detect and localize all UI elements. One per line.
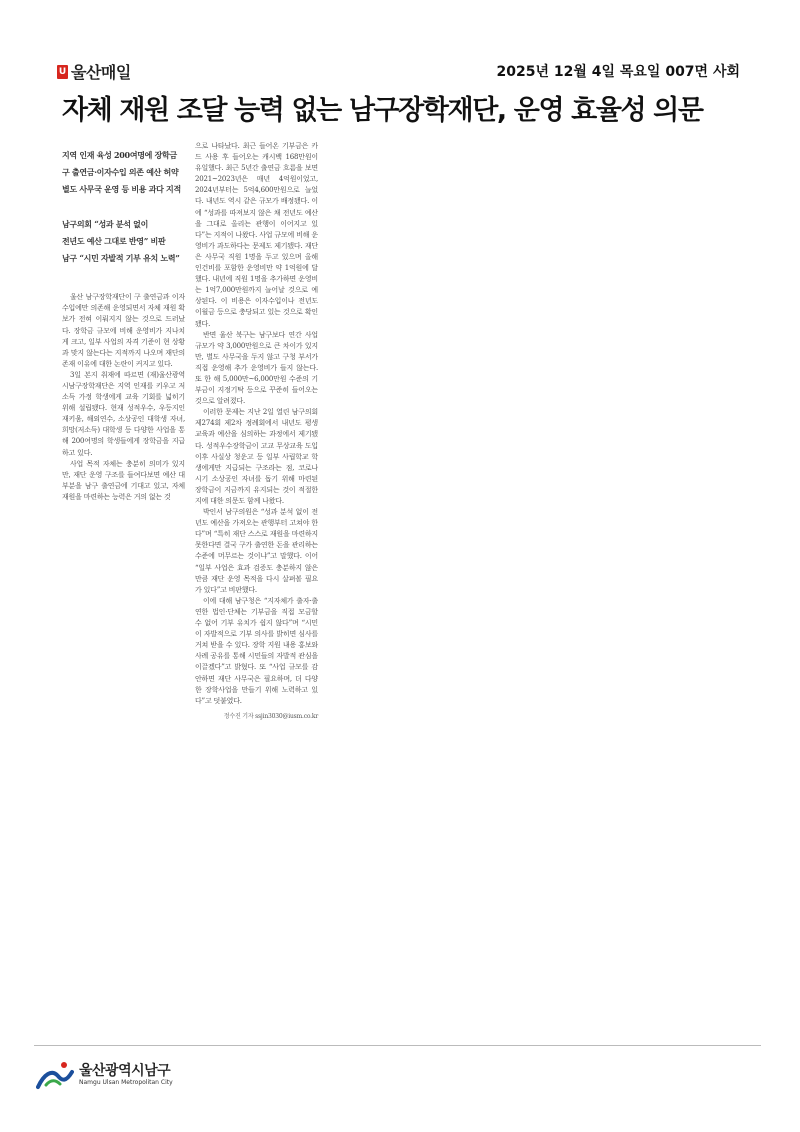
logo-mark-icon: U	[58, 66, 67, 77]
footer-divider	[34, 1045, 761, 1046]
footer-name-en: Namgu Ulsan Metropolitan City	[79, 1078, 173, 1086]
subhead: 구 출연금·이자수입 의존 예산 허약	[62, 167, 179, 178]
subhead: 남구 “시민 자발적 기부 유치 노력”	[62, 253, 180, 264]
article-column-1	[62, 147, 185, 503]
body-paragraph: 박인서 남구의원은 “성과 분석 없이 전년도 예산을 가져오는 관행부터 고쳐야 한다”며 “특히 재단 스스로 재원을 마련하지 못한다면 결국 구가 출연한 돈을 관리하는 수준에 머무르는 것이냐”고 말했다. 이어 “일부 사업은 효과 검증도 충분하지 않은 만큼 재단 운영 목적을 다시 살펴볼 필요가 있다”고 비판했다.	[195, 508, 318, 594]
namgu-emblem-icon	[36, 1060, 74, 1090]
dateline: 2025년 12월 4일 목요일 007면 사회	[496, 64, 740, 80]
byline: 정수진 기자 ssjin3030@iusm.co.kr	[223, 712, 318, 720]
body-paragraph: 이에 대해 남구청은 “지자체가 출자·출연한 법인·단체는 기부금을 직접 모금할 수 없어 기부 유치가 쉽지 않다”며 “시민이 자발적으로 기부 의사를 밝히면 심사를 거쳐 받을 수 있다. 장학 지원 내용 홍보와 사례 공유를 통해 시민들의 자발적 관심을 이끌겠다”고 밝혔다. 또 “사업 규모를 감안하면 재단 사무국은 필요하며, 더 다양한 장학사업을 만들기 위해 노력하고 있다”고 덧붙였다.	[195, 596, 318, 705]
subhead: 지역 인재 육성 200여명에 장학금	[62, 150, 177, 160]
subhead: 전년도 예산 그대로 반영” 비판	[62, 235, 166, 246]
newspaper-name: 울산매일	[71, 63, 131, 82]
newspaper-masthead	[57, 60, 131, 83]
body-paragraph: 이러한 문제는 지난 2일 열린 남구의회 제274회 제2차 정례회에서 내년도 평생교육과 예산을 심의하는 과정에서 제기됐다. 성적우수장학금이 고교 무상교육 도입 이후 사실상 청운고 등 일부 사립학교 학생에게만 지급되는 구조라는 점, 코로나 시기 소상공인 자녀를 돕기 위해 마련된 장학금이 지금까지 유지되는 것이 적절한지에 대한 의문도 함께 나왔다.	[195, 408, 318, 505]
body-paragraph: 반면 울산 북구는 남구보다 연간 사업 규모가 약 3,000만원으로 큰 차이가 있지만, 별도 사무국을 두지 않고 구청 부서가 직접 운영해 추가 운영비가 들지 않는다. 또 한 해 5,000만~6,000만원 수준의 기부금이 지정기탁 등으로 꾸준히 들어오는 것으로 알려졌다.	[195, 330, 318, 406]
body-paragraph: 사업 목적 자체는 충분히 의미가 있지만, 재단 운영 구조를 들여다보면 예산 대부분을 남구 출연금에 기대고 있고, 자체 재원을 마련하는 능력은 거의 없는 것	[62, 459, 185, 501]
subheads-group-1	[62, 147, 185, 199]
subheads-group-2	[62, 216, 185, 268]
subhead: 남구의회 “성과 분석 없이	[62, 218, 149, 229]
footer-text	[79, 1064, 173, 1087]
body-paragraph: 3일 본지 취재에 따르면 (재)울산광역시남구장학재단은 지역 인재를 키우고 저소득 가정 학생에게 교육 기회를 넓히기 위해 설립됐다. 현재 성적우수, 우등지인재키움, 해외연수, 소상공인 대학생 자녀, 희망(저소득) 대학생 등 다양한 사업을 통해 200여명의 학생들에게 장학금을 지급하고 있다.	[62, 370, 185, 457]
headline: 자체 재원 조달 능력 없는 남구장학재단, 운영 효율성 의문	[62, 95, 703, 126]
body-paragraph: 울산 남구장학재단이 구 출연금과 이자수입에만 의존해 운영되면서 자체 재원 확보가 전혀 이뤄지지 않는 것으로 드러났다. 장학금 규모에 비해 운영비가 지나치게 크고, 일부 사업의 자격 기준이 현 상황과 맞지 않는다는 지적까지 나오며 재단의 존재 이유에 대한 논란이 커지고 있다.	[62, 293, 185, 368]
body-paragraph: 으로 나타났다. 최근 들어온 기부금은 카드 사용 후 들어오는 캐시백 168만원이 유일했다. 최근 5년간 출연금 흐름을 보면 2021~2023년은 매년 4억원이었고, 2024년부터는 5억4,600만원으로 늘었다. 내년도 역시 같은 규모가 배정됐다. 이에 “성과를 따져보지 않은 채 전년도 예산을 그대로 올리는 관행이 이어지고 있다”는 지적이 나왔다. 사업 규모에 비해 운영비가 과도하다는 문제도 제기됐다. 재단은 사무국 직원 1명을 두고 있으며 올해 인건비를 포함한 운영비만 약 1억원에 달했다. 내년에 직원 1명을 추가하면 운영비는 1억7,000만원까지 늘어날 것으로 예상된다. 이 비용은 이자수입이나 전년도 이월금 등으로 충당되고 있는 것으로 확인됐다.	[195, 142, 318, 328]
footer-name-ko: 울산광역시남구	[79, 1062, 171, 1079]
subhead: 별도 사무국 운영 등 비용 과다 지적	[62, 184, 181, 195]
article-column-2	[195, 141, 318, 722]
footer-logo	[36, 1060, 173, 1090]
